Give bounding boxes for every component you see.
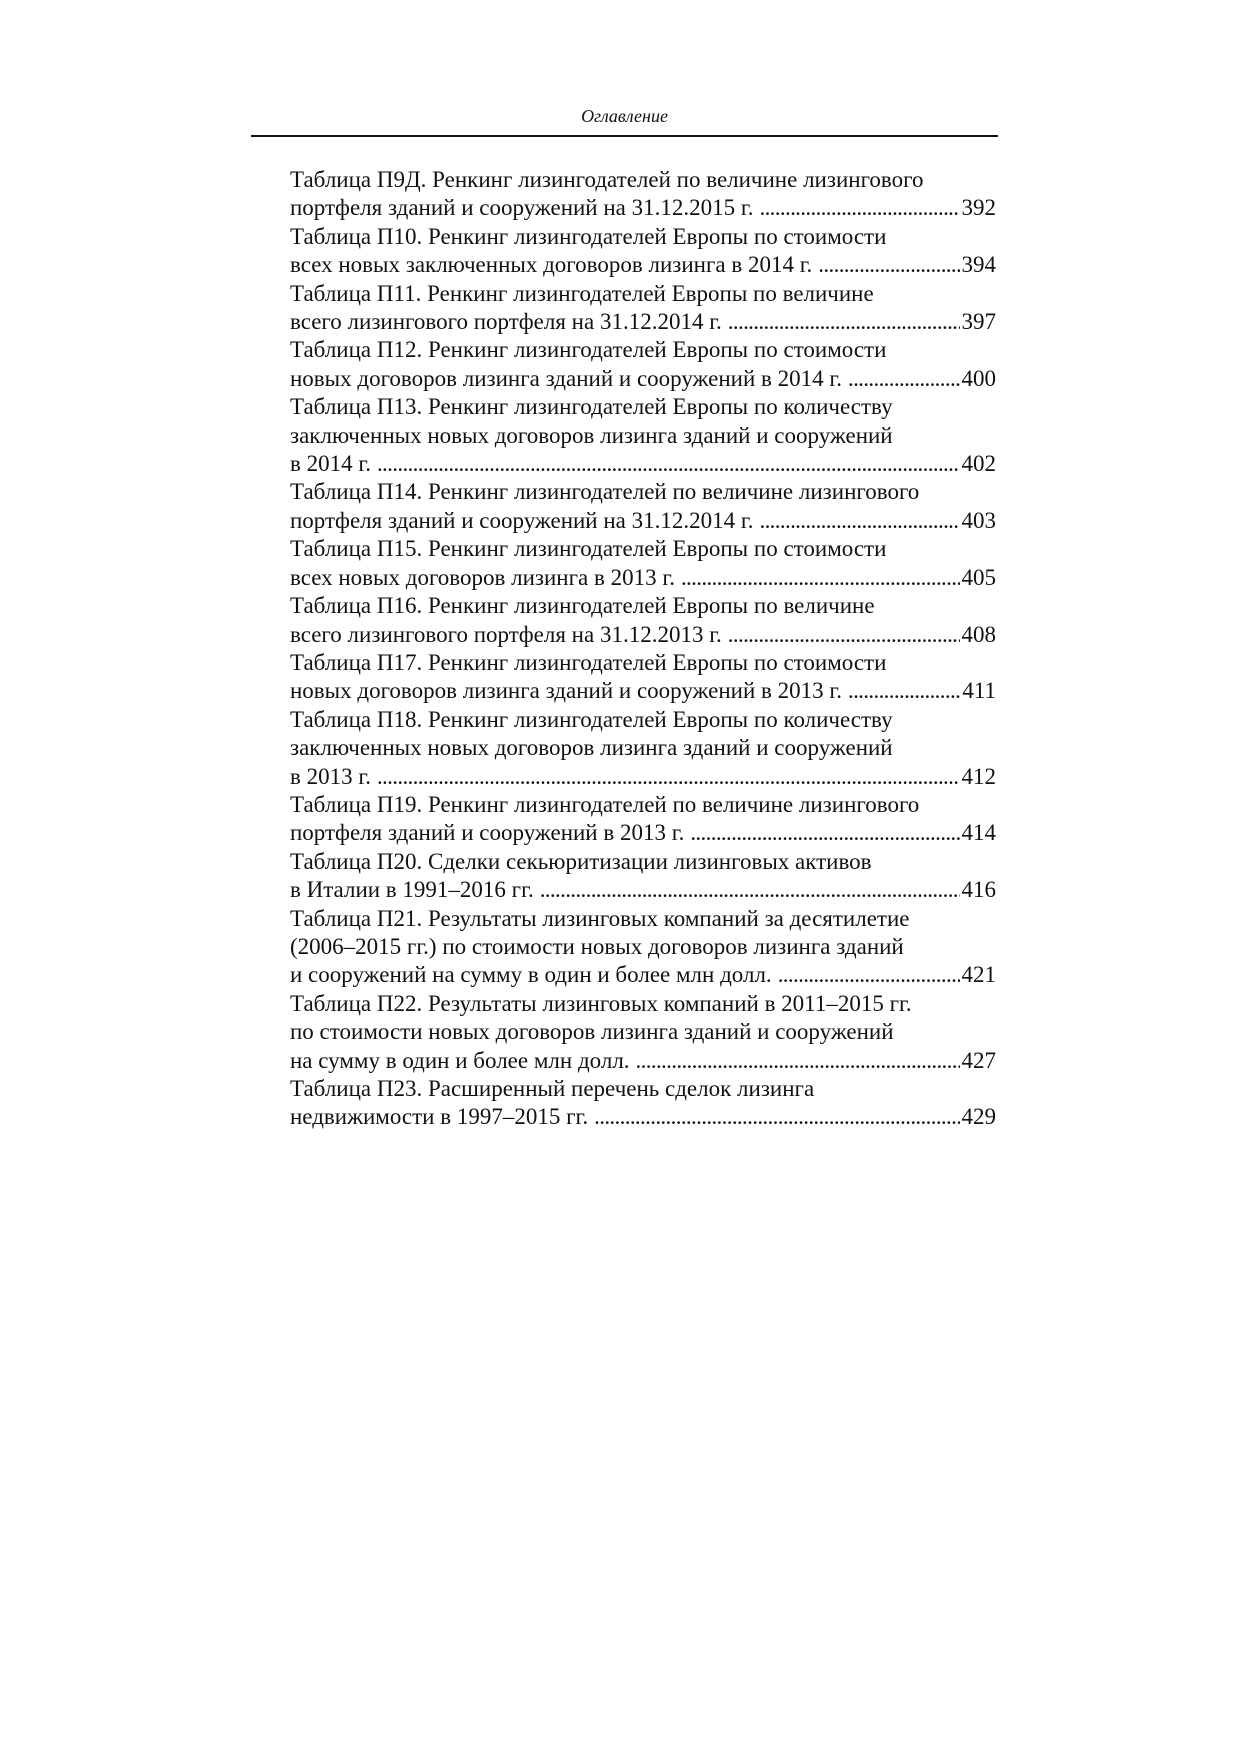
- toc-entry-text: в Италии в 1991–2016 гг.: [290, 877, 534, 903]
- toc-entry[interactable]: [290, 649, 996, 706]
- toc-entry-last-line: [290, 251, 996, 279]
- toc-entry-text: и сооружений на сумму в один и более млн долл.: [290, 962, 772, 988]
- toc-entry-line: Таблица П19. Ренкинг лизингодателей по величине лизингового: [290, 791, 920, 817]
- dot-leader: [594, 1103, 959, 1131]
- toc-entry-last-line: [290, 365, 996, 393]
- dot-leader: [377, 450, 960, 478]
- toc-entry-last-line: [290, 1047, 996, 1075]
- dot-leader: [728, 308, 960, 336]
- toc-entry-last-line: [290, 308, 996, 336]
- toc-page-number: 400: [961, 365, 996, 391]
- toc-page-number: 421: [961, 962, 996, 988]
- dot-leader: [681, 564, 960, 592]
- toc-page-number: 403: [961, 507, 996, 533]
- toc-entry-line: Таблица П11. Ренкинг лизингодателей Европы по величине: [290, 280, 874, 306]
- toc-page-number: 392: [961, 195, 996, 221]
- toc-entry-text: в 2013 г.: [290, 763, 371, 789]
- dot-leader: [848, 365, 960, 393]
- toc-entry-line: Таблица П16. Ренкинг лизингодателей Европы по величине: [290, 593, 875, 619]
- toc-entry[interactable]: [290, 280, 996, 337]
- toc-page-number: 397: [961, 309, 996, 335]
- toc-entry-last-line: [290, 564, 996, 592]
- toc-entry-last-line: [290, 1103, 996, 1131]
- toc-entry-line: Таблица П20. Сделки секьюритизации лизинговых активов: [290, 848, 872, 874]
- toc-page-number: 405: [961, 564, 996, 590]
- toc-page-number: 412: [961, 763, 996, 789]
- toc-entry[interactable]: [290, 706, 996, 791]
- toc-entry-text: портфеля зданий и сооружений на 31.12.2015 г.: [290, 195, 754, 221]
- toc-entry[interactable]: [290, 535, 996, 592]
- toc-entry-text: всех новых договоров лизинга в 2013 г.: [290, 564, 675, 590]
- toc-entry[interactable]: [290, 478, 996, 535]
- toc-entry-text: в 2014 г.: [290, 451, 371, 477]
- toc-entry[interactable]: [290, 990, 996, 1075]
- toc-entry-line: заключенных новых договоров лизинга зданий и сооружений: [290, 735, 893, 761]
- dot-leader: [778, 961, 960, 989]
- header-rule: [251, 135, 998, 137]
- toc-page-number: 408: [961, 621, 996, 647]
- dot-leader: [377, 763, 960, 791]
- dot-leader: [759, 194, 959, 222]
- toc-entry-line: Таблица П18. Ренкинг лизингодателей Европы по количеству: [290, 706, 893, 732]
- toc-entry-text: всех новых заключенных договоров лизинга в 2014 г.: [290, 252, 813, 278]
- toc-entry-text: всего лизингового портфеля на 31.12.2013 г.: [290, 621, 722, 647]
- toc-entry-last-line: [290, 621, 996, 649]
- toc-entry-last-line: [290, 507, 996, 535]
- toc-page-number: 427: [961, 1047, 996, 1073]
- toc-entry[interactable]: [290, 592, 996, 649]
- toc-entry-line: Таблица П14. Ренкинг лизингодателей по величине лизингового: [290, 479, 920, 505]
- dot-leader: [728, 621, 960, 649]
- toc-entry-line: Таблица П15. Ренкинг лизингодателей Европы по стоимости: [290, 536, 887, 562]
- toc-entry-last-line: [290, 819, 996, 847]
- running-title: Оглавление: [581, 106, 668, 126]
- dot-leader: [818, 251, 959, 279]
- dot-leader: [540, 876, 960, 904]
- toc-entry[interactable]: [290, 336, 996, 393]
- toc-page-number: 394: [961, 252, 996, 278]
- toc-page-number: 416: [961, 877, 996, 903]
- toc-entry[interactable]: [290, 166, 996, 223]
- toc-entry-last-line: [290, 763, 996, 791]
- toc-entry[interactable]: [290, 905, 996, 990]
- toc-entry[interactable]: [290, 393, 996, 478]
- toc-entry-line: Таблица П9Д. Ренкинг лизингодателей по величине лизингового: [290, 167, 924, 192]
- toc-entry-line: Таблица П17. Ренкинг лизингодателей Европы по стоимости: [290, 649, 887, 675]
- toc-entry-line: Таблица П22. Результаты лизинговых компаний в 2011–2015 гг.: [290, 990, 912, 1016]
- toc-entry-line: по стоимости новых договоров лизинга зданий и сооружений: [290, 1019, 894, 1045]
- toc-entry-text: новых договоров лизинга зданий и сооружений в 2013 г.: [290, 678, 842, 704]
- toc-entry-text: всего лизингового портфеля на 31.12.2014 г.: [290, 309, 722, 335]
- toc-entry-last-line: [290, 961, 996, 989]
- toc-entry[interactable]: [290, 791, 996, 848]
- toc-entry[interactable]: [290, 848, 996, 905]
- dot-leader: [636, 1047, 960, 1075]
- toc-entry-line: Таблица П13. Ренкинг лизингодателей Европы по количеству: [290, 394, 893, 420]
- toc-page-number: 411: [962, 678, 996, 704]
- toc-entry-last-line: [290, 876, 996, 904]
- toc-entry-last-line: [290, 677, 996, 705]
- toc-page-number: 429: [961, 1104, 996, 1130]
- dot-leader: [848, 677, 960, 705]
- toc-entry-text: новых договоров лизинга зданий и сооружений в 2014 г.: [290, 365, 842, 391]
- dot-leader: [759, 507, 959, 535]
- dot-leader: [690, 819, 959, 847]
- toc-entry-line: Таблица П12. Ренкинг лизингодателей Европы по стоимости: [290, 337, 887, 363]
- toc-entry-line: (2006–2015 гг.) по стоимости новых договоров лизинга зданий: [290, 933, 904, 959]
- toc-entry-last-line: [290, 194, 996, 222]
- toc-entry[interactable]: [290, 1075, 996, 1132]
- toc-entry-text: недвижимости в 1997–2015 гг.: [290, 1104, 589, 1130]
- toc-entry-line: Таблица П23. Расширенный перечень сделок лизинга: [290, 1076, 815, 1101]
- table-of-contents: [290, 166, 996, 1132]
- toc-entry-text: портфеля зданий и сооружений на 31.12.2014 г.: [290, 507, 754, 533]
- toc-entry-line: Таблица П21. Результаты лизинговых компаний за десятилетие: [290, 905, 910, 931]
- toc-entry[interactable]: [290, 223, 996, 280]
- toc-entry-text: портфеля зданий и сооружений в 2013 г.: [290, 820, 685, 846]
- toc-entry-last-line: [290, 450, 996, 478]
- toc-entry-line: заключенных новых договоров лизинга зданий и сооружений: [290, 422, 893, 448]
- toc-page-number: 414: [961, 820, 996, 846]
- toc-entry-line: Таблица П10. Ренкинг лизингодателей Европы по стоимости: [290, 223, 887, 249]
- toc-page-number: 402: [961, 451, 996, 477]
- toc-entry-text: на сумму в один и более млн долл.: [290, 1047, 630, 1073]
